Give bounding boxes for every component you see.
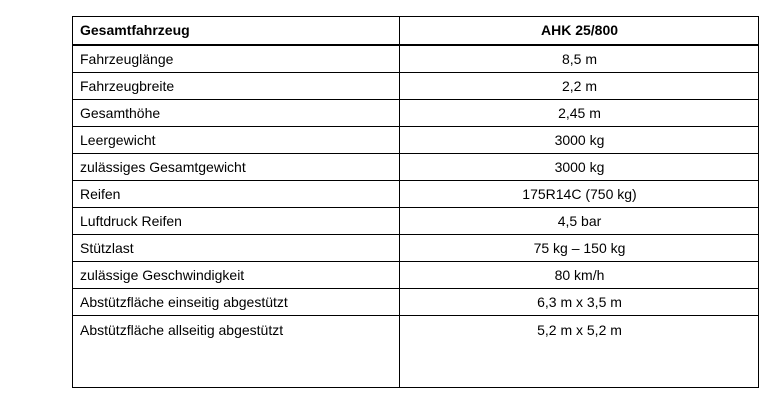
row-value: 3000 kg bbox=[400, 154, 759, 181]
row-value: 4,5 bar bbox=[400, 208, 759, 235]
row-value: 6,3 m x 3,5 m bbox=[400, 289, 759, 316]
table-row bbox=[73, 316, 759, 388]
row-label: Leergewicht bbox=[73, 127, 400, 154]
table-row bbox=[73, 154, 759, 181]
row-value: 2,45 m bbox=[400, 100, 759, 127]
row-label: Abstützfläche einseitig abgestützt bbox=[73, 289, 400, 316]
row-label: zulässiges Gesamtgewicht bbox=[73, 154, 400, 181]
row-label: Stützlast bbox=[73, 235, 400, 262]
row-label: Fahrzeuglänge bbox=[73, 45, 400, 73]
row-label: Abstützfläche allseitig abgestützt bbox=[73, 316, 400, 388]
table-row bbox=[73, 73, 759, 100]
table-row bbox=[73, 100, 759, 127]
row-value: 75 kg – 150 kg bbox=[400, 235, 759, 262]
row-value: 5,2 m x 5,2 m bbox=[400, 316, 759, 388]
row-value: 8,5 m bbox=[400, 45, 759, 73]
row-value: 2,2 m bbox=[400, 73, 759, 100]
table-row bbox=[73, 262, 759, 289]
table-row bbox=[73, 235, 759, 262]
row-value: 3000 kg bbox=[400, 127, 759, 154]
row-value: 175R14C (750 kg) bbox=[400, 181, 759, 208]
row-label: Fahrzeugbreite bbox=[73, 73, 400, 100]
row-value: 80 km/h bbox=[400, 262, 759, 289]
table-row bbox=[73, 127, 759, 154]
table-row bbox=[73, 289, 759, 316]
table-row bbox=[73, 181, 759, 208]
column-header-property: Gesamtfahrzeug bbox=[73, 17, 400, 46]
row-label: Gesamthöhe bbox=[73, 100, 400, 127]
table-row bbox=[73, 208, 759, 235]
spec-table bbox=[72, 16, 759, 388]
column-header-model: AHK 25/800 bbox=[400, 17, 759, 46]
table-row bbox=[73, 45, 759, 73]
row-label: Reifen bbox=[73, 181, 400, 208]
table-header-row bbox=[73, 17, 759, 46]
row-label: zulässige Geschwindigkeit bbox=[73, 262, 400, 289]
row-label: Luftdruck Reifen bbox=[73, 208, 400, 235]
